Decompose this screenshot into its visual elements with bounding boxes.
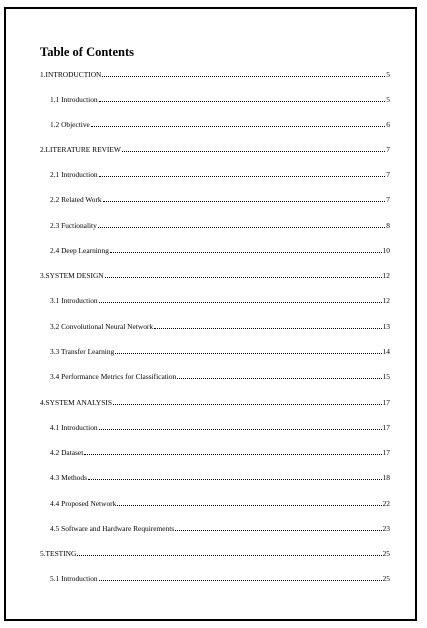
toc-entry[interactable]: [50, 168, 390, 179]
dot-leader: [91, 126, 385, 127]
dot-leader: [115, 353, 381, 354]
toc-entry[interactable]: [50, 118, 390, 129]
toc-entry-page: 7: [386, 195, 390, 204]
toc-entry-page: 15: [382, 372, 390, 381]
dot-leader: [105, 277, 382, 278]
toc-entry[interactable]: [40, 396, 390, 407]
dot-leader: [77, 555, 381, 556]
toc-entry-label: 2.4 Deep Learninng: [50, 246, 109, 255]
toc-entry[interactable]: [50, 294, 390, 305]
toc-entry-page: 5: [386, 95, 390, 104]
toc-entry[interactable]: [50, 497, 390, 508]
dot-leader: [98, 227, 385, 228]
toc-entry[interactable]: [50, 219, 390, 230]
toc-entry[interactable]: [50, 244, 390, 255]
toc-entry-label: 2.2 Related Work: [50, 195, 102, 204]
toc-entry[interactable]: [40, 68, 390, 79]
toc-entry-page: 17: [382, 448, 390, 457]
dot-leader: [117, 505, 381, 506]
toc-entry-label: 5.TESTING: [40, 549, 77, 558]
toc-entry-label: 5.1 Introduction: [50, 574, 98, 583]
toc-entry-page: 23: [382, 524, 390, 533]
toc-entry-page: 10: [382, 246, 390, 255]
toc-entry[interactable]: [50, 421, 390, 432]
dot-leader: [103, 201, 386, 202]
toc-entry-label: 3.SYSTEM DESIGN: [40, 271, 104, 280]
dot-leader: [99, 429, 382, 430]
toc-entry[interactable]: [40, 269, 390, 280]
toc-entry-page: 7: [386, 170, 390, 179]
toc-entry[interactable]: [40, 143, 390, 154]
dot-leader: [102, 76, 385, 77]
toc-entry[interactable]: [50, 572, 390, 583]
toc-entry-page: 12: [382, 296, 390, 305]
dot-leader: [84, 454, 381, 455]
toc-entry-page: 17: [382, 398, 390, 407]
toc-entry[interactable]: [50, 93, 390, 104]
toc-entry-page: 22: [382, 499, 390, 508]
toc-entry-label: 4.4 Proposed Network: [50, 499, 117, 508]
toc-entry-page: 13: [382, 322, 390, 331]
toc-entry[interactable]: [50, 320, 390, 331]
toc-entry[interactable]: [40, 547, 390, 558]
toc-entry-label: 3.2 Convolutional Neural Network: [50, 322, 154, 331]
toc-entry-page: 5: [386, 70, 390, 79]
toc-entry-page: 12: [382, 271, 390, 280]
dot-leader: [110, 252, 382, 253]
toc-entry-page: 25: [382, 574, 390, 583]
toc-entry[interactable]: [50, 471, 390, 482]
dot-leader: [99, 580, 382, 581]
toc-entry-page: 25: [382, 549, 390, 558]
toc-entry-page: 7: [386, 145, 390, 154]
toc-entry[interactable]: [50, 522, 390, 533]
toc-entry-label: 4.5 Software and Hardware Requirements: [50, 524, 175, 533]
toc-entry[interactable]: [50, 345, 390, 356]
toc-entry-label: 2.3 Fuctionality: [50, 221, 97, 230]
toc-entry[interactable]: [50, 193, 390, 204]
toc-title: Table of Contents: [40, 45, 134, 59]
dot-leader: [99, 176, 386, 177]
toc-entry-page: 8: [386, 221, 390, 230]
toc-entry-label: 3.3 Transfer Learning: [50, 347, 115, 356]
toc-entry-page: 14: [382, 347, 390, 356]
toc-entry-label: 4.2 Dataset: [50, 448, 84, 457]
dot-leader: [154, 328, 382, 329]
toc-entry-label: 2.1 Introduction: [50, 170, 98, 179]
toc-entry-page: 17: [382, 423, 390, 432]
toc-entry-label: 4.1 Introduction: [50, 423, 98, 432]
toc-entry-label: 4.3 Methods: [50, 473, 87, 482]
dot-leader: [175, 530, 381, 531]
toc-entry-label: 1.2 Objective: [50, 120, 90, 129]
dot-leader: [122, 151, 385, 152]
toc-entry-label: 1.1 Introduction: [50, 95, 98, 104]
toc-entry-label: 2.LITERATURE REVIEW: [40, 145, 121, 154]
toc-entry[interactable]: [50, 370, 390, 381]
toc-entry-page: 18: [382, 473, 390, 482]
toc-entry-label: 3.4 Performance Metrics for Classification: [50, 372, 177, 381]
dot-leader: [88, 479, 382, 480]
toc-entry[interactable]: [50, 446, 390, 457]
toc-entry-label: 3.1 Introduction: [50, 296, 98, 305]
document-page: [4, 7, 417, 621]
dot-leader: [99, 302, 382, 303]
toc-entry-label: 1.INTRODUCTION: [40, 70, 102, 79]
dot-leader: [113, 404, 382, 405]
dot-leader: [177, 378, 381, 379]
toc-entry-page: 6: [386, 120, 390, 129]
dot-leader: [99, 101, 386, 102]
toc-entry-label: 4.SYSTEM ANALYSIS: [40, 398, 112, 407]
